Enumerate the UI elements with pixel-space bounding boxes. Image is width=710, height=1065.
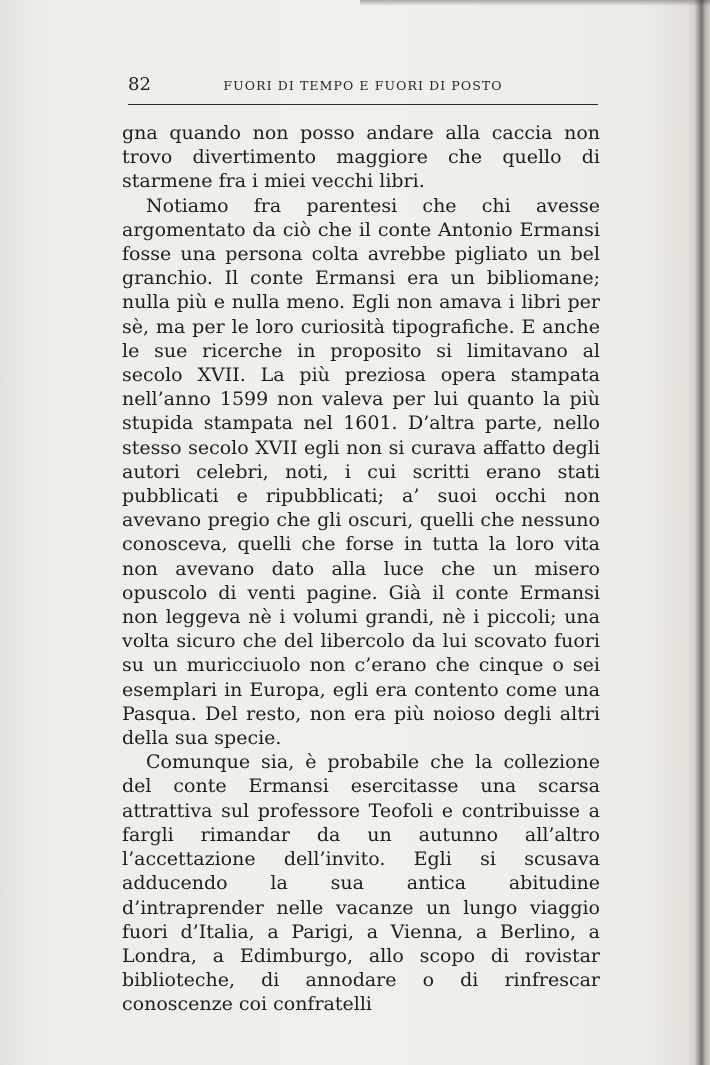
paragraph-bibliomane: Notiamo fra parentesi che chi avesse argomentato da ciò che il conte Antonio Ermansi fosse una persona colta avrebbe pigliato un bel granchio. Il conte Ermansi era un bibliomane; nulla più e nulla meno. Egli non amava i libri per sè, ma per le loro curiosità tipografiche. E anche le sue ricerche in proposito si limitavano al secolo XVII. La più preziosa opera stampata nell’anno 1599 non valeva per lui quanto la più stupida stampata nel 1601. D’altra parte, nello stesso secolo XVII egli non si curava affatto degli autori celebri, noti, i cui scritti erano stati pubblicati e ripubblicati; a’ suoi occhi non avevano pregio che gli oscuri, quelli che nessuno conosceva, quelli che forse in tutta la loro vita non avevano dato alla luce che un misero opuscolo di venti pagine. Già il conte Ermansi non leggeva nè i volumi grandi, nè i piccoli; una volta sicuro che del libercolo da lui scovato fuori su un muricciuolo non c’erano che cinque o sei esemplari in Europa, egli era contento come una Pasqua. Del resto, non era più noioso degli altri della sua specie. [122,194,600,750]
paragraph-continuation: gna quando non posso andare alla caccia non trovo divertimento maggiore che quello di starmene fra i miei vecchi libri. [122,122,600,193]
scan-top-shadow [360,0,710,6]
body-text [122,121,600,1017]
page-number: 82 [128,74,151,95]
running-header [128,70,598,100]
running-title: FUORI DI TEMPO E FUORI DI POSTO [223,78,503,93]
paragraph-teofoli: Comunque sia, è probabile che la collezione del conte Ermansi esercitasse una scarsa attrattiva sul professore Teofoli e contribuisse a fargli rimandar da un autunno all’altro l’accettazione dell’invito. Egli si scusava adducendo la sua antica abitudine d’intraprender nelle vacanze un lungo viaggio fuori d’Italia, a Parigi, a Vienna, a Berlino, a Londra, a Edimburgo, allo scopo di rovistar biblioteche, di annodare o di rinfrescar conoscenze coi confratelli [122,751,600,1016]
page-gutter-shadow [688,0,710,1065]
header-rule [128,104,598,105]
